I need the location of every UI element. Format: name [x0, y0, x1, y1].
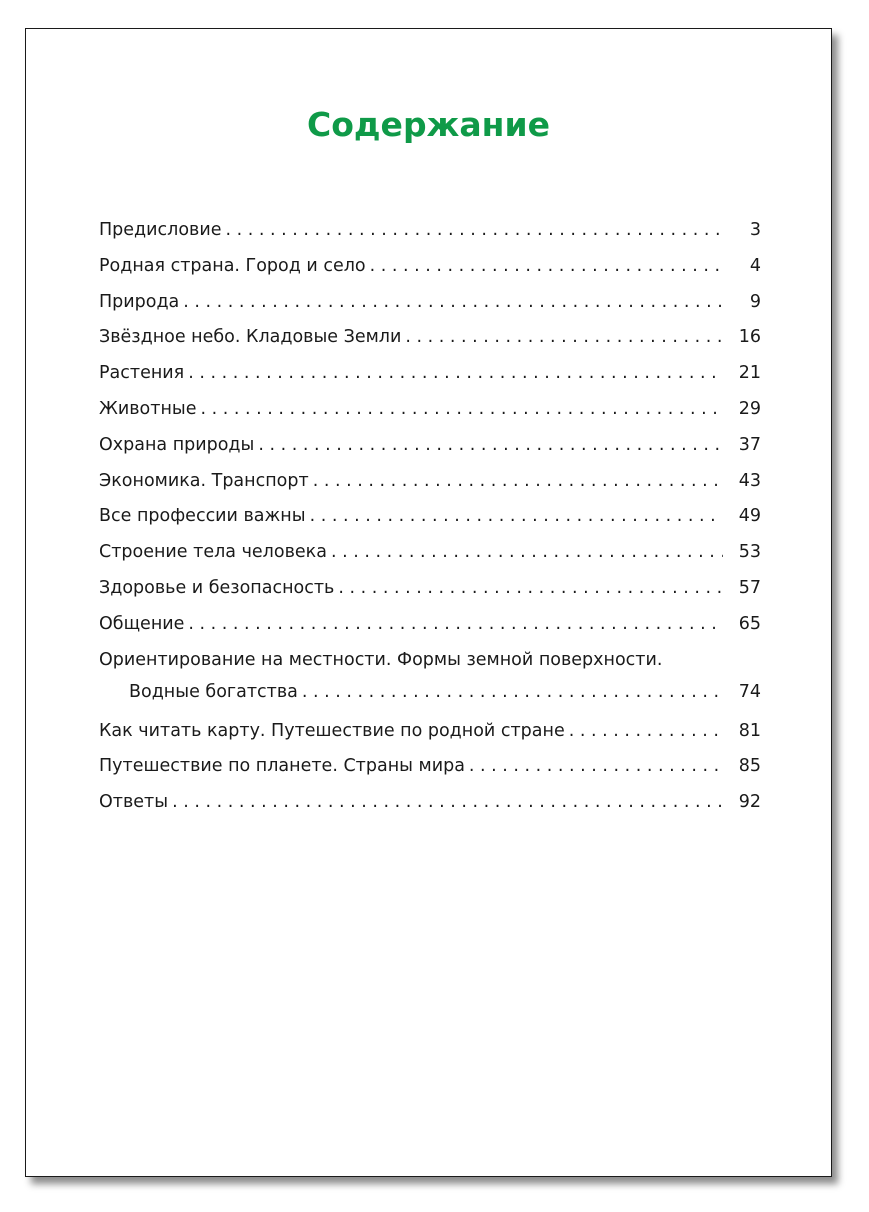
toc-leader-dots — [310, 501, 723, 531]
page-title: Содержание — [307, 105, 550, 144]
toc-entry-label: Охрана природы — [99, 434, 255, 455]
toc-entry-label: Предисловие — [99, 220, 222, 240]
toc-entry-page: 65 — [738, 613, 761, 634]
toc-entry-label: Природа — [99, 291, 180, 312]
toc-entry — [99, 251, 761, 287]
toc-leader-dots — [338, 573, 723, 603]
toc-leader-dots — [302, 677, 723, 707]
toc-entry-page: 74 — [738, 681, 761, 702]
toc-entry — [99, 751, 761, 787]
toc-entry-label: Звёздное небо. Кладовые Земли — [99, 327, 402, 348]
toc-entry — [99, 501, 761, 537]
toc-entry-continuation — [99, 677, 761, 707]
toc-entry-page: 85 — [738, 756, 761, 777]
toc-entry-label-continuation: Водные богатства — [129, 681, 298, 702]
table-of-contents — [99, 215, 761, 823]
toc-leader-dots — [258, 430, 723, 460]
toc-entry-page: 53 — [738, 542, 761, 563]
toc-entry-page: 92 — [738, 792, 761, 813]
toc-entry-label: Растения — [99, 363, 185, 384]
toc-entry — [99, 287, 761, 323]
toc-entry-page: 3 — [749, 220, 761, 240]
toc-leader-dots — [313, 466, 723, 496]
document-page — [25, 28, 832, 1177]
toc-entry — [99, 609, 761, 645]
toc-entry-label: Путешествие по планете. Страны мира — [99, 756, 465, 777]
toc-entry — [99, 573, 761, 609]
toc-leader-dots — [172, 787, 723, 817]
toc-entry-label: Здоровье и безопасность — [99, 577, 335, 598]
toc-entry-page: 9 — [749, 291, 761, 312]
toc-leader-dots — [188, 358, 723, 388]
toc-entry — [99, 358, 761, 394]
toc-entry-label: Родная страна. Город и село — [99, 255, 366, 276]
toc-entry — [99, 645, 761, 716]
toc-leader-dots — [405, 322, 723, 352]
toc-entry-label: Ответы — [99, 792, 169, 813]
toc-leader-dots — [183, 287, 723, 317]
toc-leader-dots — [569, 716, 723, 746]
toc-leader-dots — [225, 215, 723, 245]
toc-entry-label: Экономика. Транспорт — [99, 470, 309, 491]
toc-leader-dots — [200, 394, 723, 424]
toc-entry-page: 21 — [738, 363, 761, 384]
toc-entry — [99, 537, 761, 573]
toc-entry-label: Все профессии важны — [99, 506, 306, 527]
toc-entry — [99, 322, 761, 358]
toc-leader-dots — [469, 751, 723, 781]
toc-entry-page: 57 — [738, 577, 761, 598]
toc-entry-page: 37 — [738, 434, 761, 455]
toc-entry — [99, 716, 761, 752]
toc-entry-page: 16 — [738, 327, 761, 348]
toc-entry-page: 29 — [738, 398, 761, 419]
toc-entry-label: Животные — [99, 398, 197, 419]
toc-entry-label: Как читать карту. Путешествие по родной стране — [99, 720, 565, 741]
toc-leader-dots — [331, 537, 723, 567]
toc-entry — [99, 430, 761, 466]
toc-entry — [99, 215, 761, 251]
toc-entry-page: 81 — [738, 720, 761, 741]
toc-entry-page: 4 — [749, 255, 761, 276]
toc-entry-label: Ориентирование на местности. Формы земной поверхности. — [99, 649, 663, 670]
toc-entry-label: Строение тела человека — [99, 542, 327, 563]
toc-leader-dots — [370, 251, 723, 281]
toc-entry — [99, 394, 761, 430]
toc-leader-dots — [188, 609, 723, 639]
toc-entry — [99, 787, 761, 823]
toc-entry-label: Общение — [99, 613, 185, 634]
toc-entry-page: 49 — [738, 506, 761, 527]
toc-entry — [99, 466, 761, 502]
toc-entry-page: 43 — [738, 470, 761, 491]
